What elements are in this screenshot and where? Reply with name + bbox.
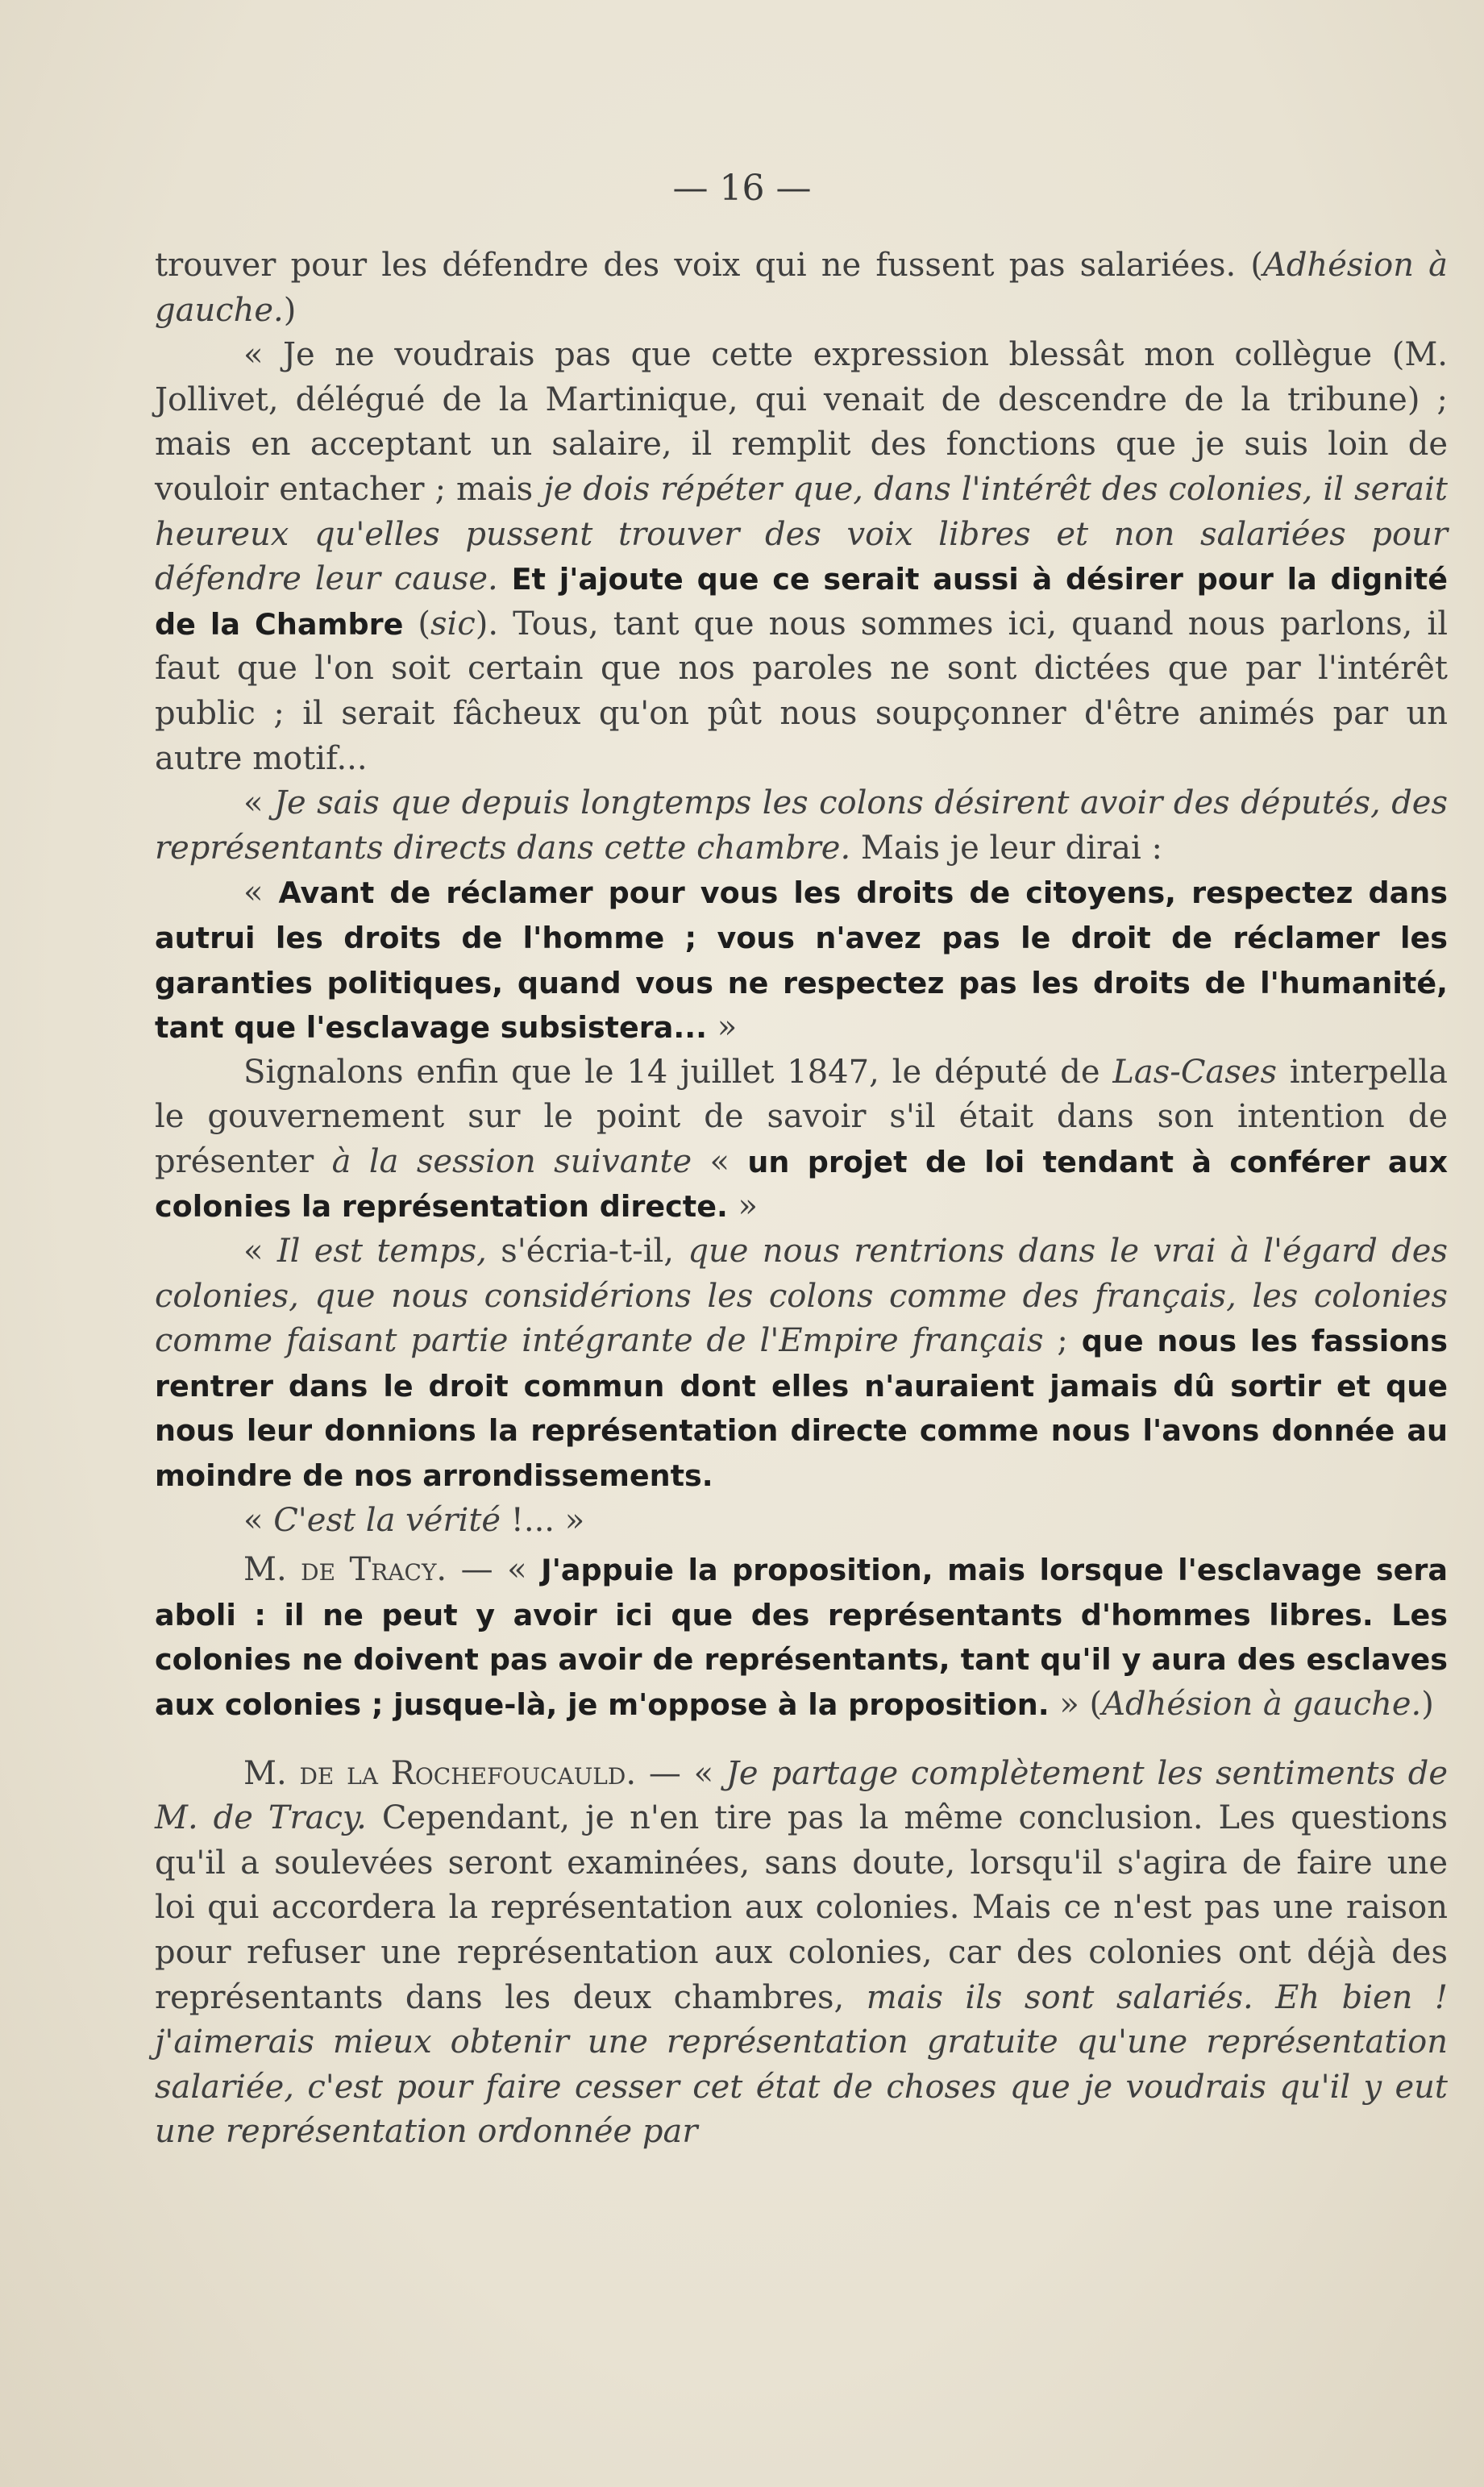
- bold-run: que nous les fassions rentrer dans le droit commun dont elles n'auraient jamais dû sortir et que nous leur donnions la représentation directe comme nous l'avons donnée au moindre de nos arrondissements.: [155, 1324, 1449, 1494]
- italic-run: Je partage complètement les sentiments de M. de Tracy.: [155, 1754, 1449, 1837]
- text-run: !... »: [501, 1501, 585, 1539]
- text-run: ): [283, 291, 297, 329]
- body-text: [155, 243, 1448, 2155]
- text-run: Cependant, je n'en tire pas la même conclusion. Les questions qu'il a soulevées seront examinées, sans doute, lorsqu'il s'agira de faire une loi qui accordera la représentation aux colonies. Mais ce n'est pas une raison pour refuser une représentation aux colonies, car des colonies ont déjà des représentants dans les deux chambres,: [155, 1799, 1448, 2016]
- bold-run: Avant de réclamer pour vous les droits de citoyens, respectez dans autrui les droits de l'homme ; vous n'avez pas le droit de réclamer les garanties politiques, quand vous ne respectez pas les droits de l'humanité, tant que l'esclavage subsistera...: [155, 875, 1449, 1046]
- text-run: «: [243, 1233, 277, 1271]
- paragraph: [155, 781, 1448, 871]
- italic-run: C'est la vérité: [273, 1501, 501, 1539]
- text-run: Mais je leur dirai :: [850, 829, 1162, 867]
- paragraph: [155, 871, 1448, 1050]
- italic-run: à la session suivante: [331, 1142, 692, 1180]
- text-run: «: [243, 784, 274, 822]
- italic-run: je dois répéter que, dans l'intérêt des colonies, il serait heureux qu'elles pussent trouver des voix libres et non salariées pour défendre leur cause.: [155, 470, 1448, 598]
- text-run: ). Tous, tant que nous sommes ici, quand nous parlons, il faut que l'on soit certain que nos paroles ne sont dictées que par l'intérêt public ; il serait fâcheux qu'on pût nous soupçonner d'être animés par un autre motif...: [155, 605, 1448, 777]
- text-run: «: [243, 874, 279, 912]
- text-run: s'écria-t-il,: [486, 1233, 688, 1271]
- text-run: »: [706, 1009, 738, 1046]
- paragraph: [155, 333, 1448, 781]
- text-run: interpella le gouvernement sur le point de savoir s'il était dans son intention de présenter: [155, 1053, 1448, 1180]
- bold-run: un projet de loi tendant à conférer aux colonies la représentation directe.: [155, 1144, 1449, 1225]
- bold-run: J'appuie la proposition, mais lorsque l'esclavage sera aboli : il ne peut y avoir ici que des représentants d'hommes libres. Les colonies ne doivent pas avoir de représentants, tant qu'il y aura des esclaves aux colonies ; jusque-là, je m'oppose à la proposition.: [155, 1553, 1449, 1722]
- text-run: «: [243, 1501, 274, 1539]
- italic-run: mais ils sont salariés. Eh bien ! j'aimerais mieux obtenir une représentation gratuite qu'une représentation salariée, c'est pour faire cesser cet état de choses que je voudrais qu'il y eut une représentation ordonnée par: [155, 1978, 1448, 2151]
- italic-run: sic: [430, 605, 476, 643]
- italic-run: Je sais que depuis longtemps les colons désirent avoir des députés, des représentants directs dans cette chambre.: [155, 784, 1449, 867]
- text-run: trouver pour les défendre des voix qui ne fussent pas salariées. (: [155, 247, 1263, 284]
- text-run: [498, 560, 512, 597]
- italic-run: Adhésion à gauche.: [1102, 1686, 1422, 1723]
- paragraph: [155, 1548, 1448, 1727]
- page-number: — 16 —: [672, 168, 812, 209]
- text-run: « Je ne voudrais pas que cette expression blessât mon collègue (M. Jollivet, délégué de la Martinique, qui venait de descendre de la tribune) ; mais en acceptant un salaire, il remplit des fonctions que je suis loin de vouloir entacher ; mais: [155, 336, 1448, 508]
- paragraph: [155, 1229, 1448, 1499]
- paragraph: [155, 1752, 1448, 2155]
- paragraph: [155, 243, 1448, 333]
- text-run: ;: [1043, 1322, 1082, 1360]
- italic-run: Adhésion à gauche.: [155, 247, 1448, 329]
- text-run: (: [403, 605, 431, 643]
- text-run: ): [1421, 1686, 1434, 1723]
- bold-run: Et j'ajoute que ce serait aussi à désirer pour la dignité de la Chambre: [155, 562, 1449, 642]
- text-run: «: [692, 1142, 748, 1180]
- text-run: » (: [1049, 1686, 1103, 1723]
- text-run: — «: [447, 1551, 542, 1589]
- speaker-name: M. de Tracy.: [243, 1551, 447, 1589]
- speaker-name: M. de la Rochefoucauld.: [243, 1754, 637, 1792]
- italic-run: Las-Cases: [1112, 1053, 1277, 1091]
- italic-run: Il est temps,: [276, 1233, 487, 1271]
- paragraph: [155, 1499, 1448, 1544]
- paragraph: [155, 1050, 1448, 1229]
- text-run: — «: [636, 1754, 726, 1792]
- italic-run: que nous rentrions dans le vrai à l'égard des colonies, que nous considérions les colons comme des français, les colonies comme faisant partie intégrante de l'Empire français: [155, 1233, 1448, 1360]
- text-run: »: [727, 1187, 759, 1225]
- text-run: Signalons enfin que le 14 juillet 1847, le député de: [243, 1053, 1113, 1091]
